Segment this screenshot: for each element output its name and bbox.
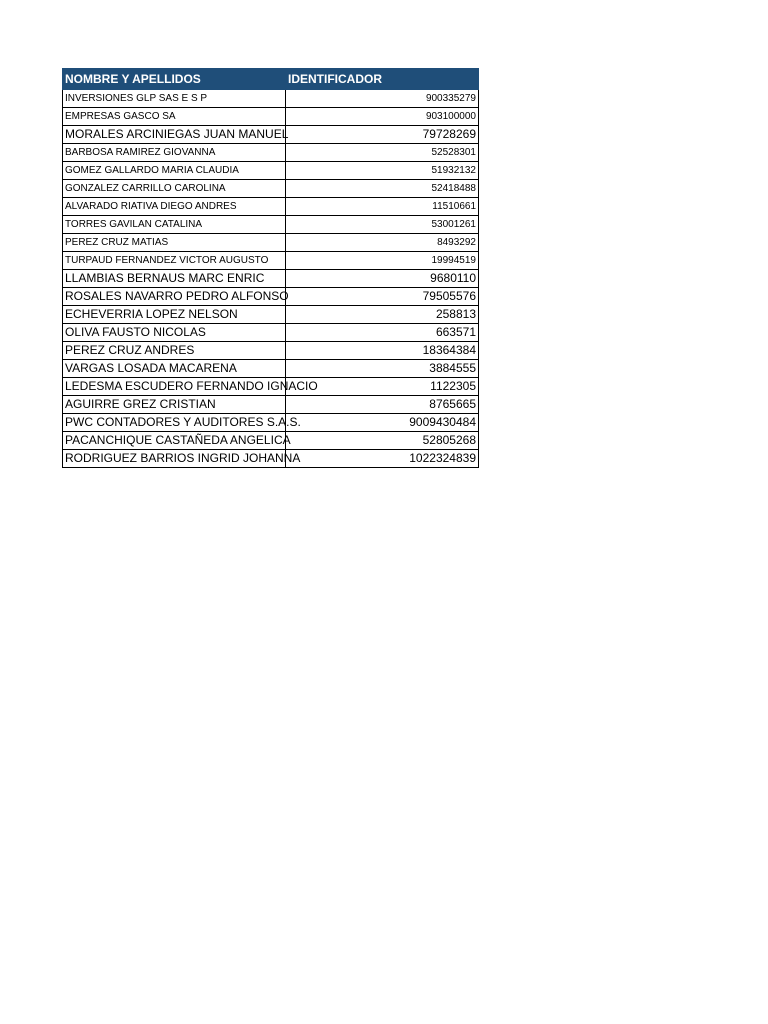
cell-id: 9009430484 (286, 414, 479, 432)
table-row (63, 252, 479, 270)
table-row (63, 216, 479, 234)
cell-name: ROSALES NAVARRO PEDRO ALFONSO (63, 288, 286, 306)
cell-id: 79505576 (286, 288, 479, 306)
cell-name: VARGAS LOSADA MACARENA (63, 360, 286, 378)
cell-name: GOMEZ GALLARDO MARIA CLAUDIA (63, 162, 286, 180)
table-row (63, 144, 479, 162)
table-row (63, 396, 479, 414)
cell-id: 19994519 (286, 252, 479, 270)
table-row (63, 234, 479, 252)
cell-name: LLAMBIAS BERNAUS MARC ENRIC (63, 270, 286, 288)
table-row (63, 126, 479, 144)
cell-name: GONZALEZ CARRILLO CAROLINA (63, 180, 286, 198)
cell-id: 900335279 (286, 90, 479, 108)
cell-id: 1022324839 (286, 450, 479, 468)
identifier-table (62, 68, 479, 468)
cell-name: TORRES GAVILAN CATALINA (63, 216, 286, 234)
cell-name: ECHEVERRIA LOPEZ NELSON (63, 306, 286, 324)
cell-id: 51932132 (286, 162, 479, 180)
cell-name: PEREZ CRUZ MATIAS (63, 234, 286, 252)
cell-id: 258813 (286, 306, 479, 324)
cell-name: LEDESMA ESCUDERO FERNANDO IGNACIO (63, 378, 286, 396)
cell-id: 52528301 (286, 144, 479, 162)
cell-name: TURPAUD FERNANDEZ VICTOR AUGUSTO (63, 252, 286, 270)
cell-name: ALVARADO RIATIVA DIEGO ANDRES (63, 198, 286, 216)
table-row (63, 90, 479, 108)
table-row (63, 306, 479, 324)
cell-id: 903100000 (286, 108, 479, 126)
cell-name: MORALES ARCINIEGAS JUAN MANUEL (63, 126, 286, 144)
cell-id: 11510661 (286, 198, 479, 216)
cell-name: PACANCHIQUE CASTAÑEDA ANGELICA (63, 432, 286, 450)
cell-name: EMPRESAS GASCO SA (63, 108, 286, 126)
table-row (63, 324, 479, 342)
table-row (63, 180, 479, 198)
cell-id: 8493292 (286, 234, 479, 252)
cell-name: OLIVA FAUSTO NICOLAS (63, 324, 286, 342)
cell-id: 663571 (286, 324, 479, 342)
cell-id: 52805268 (286, 432, 479, 450)
table-row (63, 360, 479, 378)
table-row (63, 288, 479, 306)
table-row (63, 162, 479, 180)
table-row (63, 198, 479, 216)
cell-name: RODRIGUEZ BARRIOS INGRID JOHANNA (63, 450, 286, 468)
header-name: NOMBRE Y APELLIDOS (63, 69, 286, 90)
cell-id: 53001261 (286, 216, 479, 234)
cell-id: 52418488 (286, 180, 479, 198)
table-row (63, 450, 479, 468)
table-row (63, 414, 479, 432)
cell-id: 8765665 (286, 396, 479, 414)
table-row (63, 342, 479, 360)
cell-name: AGUIRRE GREZ CRISTIAN (63, 396, 286, 414)
header-row (63, 69, 479, 90)
cell-name: BARBOSA RAMIREZ GIOVANNA (63, 144, 286, 162)
cell-name: PEREZ CRUZ ANDRES (63, 342, 286, 360)
table-row (63, 378, 479, 396)
table-row (63, 270, 479, 288)
table-row (63, 108, 479, 126)
cell-id: 3884555 (286, 360, 479, 378)
header-identificador: IDENTIFICADOR (286, 69, 479, 90)
table-row (63, 432, 479, 450)
cell-id: 79728269 (286, 126, 479, 144)
cell-name: PWC CONTADORES Y AUDITORES S.A.S. (63, 414, 286, 432)
cell-id: 1122305 (286, 378, 479, 396)
cell-id: 18364384 (286, 342, 479, 360)
cell-id: 9680110 (286, 270, 479, 288)
cell-name: INVERSIONES GLP SAS E S P (63, 90, 286, 108)
